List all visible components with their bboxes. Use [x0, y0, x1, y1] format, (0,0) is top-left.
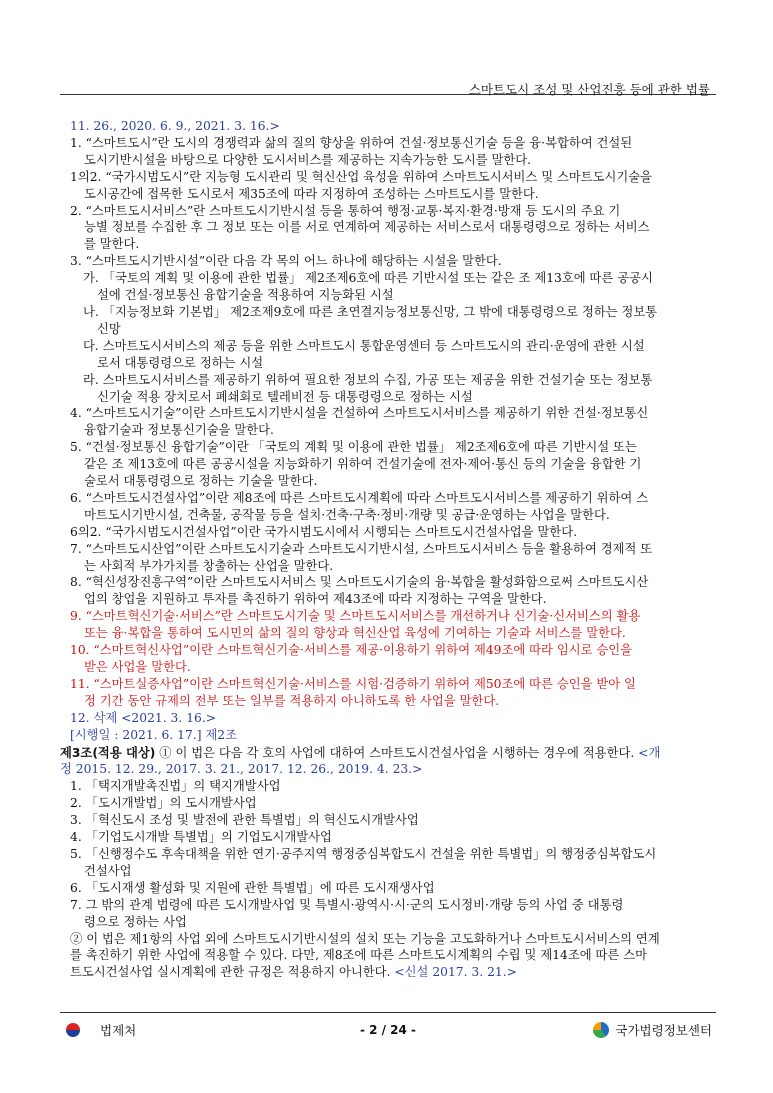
- law-center-logo-icon: [593, 1022, 609, 1038]
- text-line: 2. 「도시개발법」의 도시개발사업: [70, 796, 257, 811]
- article2-lines: [60, 118, 720, 744]
- text-line: 5. 「신행정수도 후속대책을 위한 연기·공주지역 행정중심복합도시 건설을 위한 특별법」의 행정중심복합도시: [70, 846, 657, 861]
- footer-right: [593, 1021, 712, 1039]
- article3-last-line: [60, 964, 720, 981]
- text-line: 6. “스마트도시건설사업”이란 제8조에 따른 스마트도시계획에 따라 스마트도시서비스를 제공하기 위하여 스: [70, 490, 649, 505]
- page-number: - 2 / 24 -: [359, 1023, 417, 1037]
- footer-center-name: 국가법령정보센터: [615, 1023, 712, 1038]
- text-line: 6의2. “국가시범도시건설사업”이란 국가시범도시에서 시행되는 스마트도시건설사업을 말한다.: [70, 524, 577, 539]
- footer-ministry: 법제처: [100, 1023, 137, 1038]
- article3-amend-note-cont: 정 2015. 12. 29., 2017. 3. 21., 2017. 12. 26., 2019. 4. 23.>: [60, 762, 423, 777]
- text-line: 6. 「도시재생 활성화 및 지원에 관한 특별법」에 따른 도시재생사업: [70, 880, 435, 895]
- text-line: 령으로 정하는 사업: [84, 914, 187, 929]
- text-line: 능별 정보를 수집한 후 그 정보 또는 이를 서로 연계하여 제공하는 서비스로서 대통령령으로 정하는 서비스: [84, 220, 650, 235]
- article3-intro: ① 이 법은 다음 각 호의 사업에 대하여 스마트도시건설사업을 시행하는 경우에 적용한다.: [155, 745, 635, 760]
- page-header: [60, 66, 716, 95]
- text-line: 7. “스마트도시산업”이란 스마트도시기술과 스마트도시기반시설, 스마트도시서비스 등을 활용하여 경제적 또: [70, 541, 653, 556]
- text-line: 설에 건설·정보통신 융합기술을 적용하여 지능화된 시설: [97, 288, 394, 303]
- article3-lines: [60, 778, 720, 964]
- text-line: 가. 「국토의 계획 및 이용에 관한 법률」 제2조제6호에 따른 기반시설 또는 같은 조 제13호에 따른 공공시: [83, 271, 653, 286]
- text-line: 4. 「기업도시개발 특별법」의 기업도시개발사업: [70, 830, 332, 845]
- text-line: 술로서 대통령령으로 정하는 기술을 말한다.: [84, 474, 318, 489]
- text-line: ② 이 법은 제1항의 사업 외에 스마트도시기반시설의 설치 또는 기능을 고도화하거나 스마트도시서비스의 연계: [70, 931, 660, 946]
- text-line: 11. 26., 2020. 6. 9., 2021. 3. 16.>: [70, 119, 280, 133]
- text-line: 신망: [97, 321, 121, 336]
- text-line: 도시기반시설을 바탕으로 다양한 도시서비스를 제공하는 지속가능한 도시를 말한다.: [84, 152, 532, 167]
- text-line: 9. “스마트혁신기술·서비스”란 스마트도시기술 및 스마트도시서비스를 개선하거나 신기술·신서비스의 활용: [70, 609, 641, 624]
- text-line: 10. “스마트혁신사업”이란 스마트혁신기술·서비스를 제공·이용하기 위하여 제49조에 따라 임시로 승인을: [70, 643, 633, 658]
- text-line: 같은 조 제13호에 따른 공공시설을 지능화하기 위하여 건설기술에 전자·제어·통신 등의 기술을 융합한 기: [84, 457, 642, 472]
- text-line: 마트도시기반시설, 건축물, 공작물 등을 설치·건축·구축·정비·개량 및 공급·운영하는 사업을 말한다.: [84, 507, 610, 522]
- text-line: 융합기술과 정보통신기술을 말한다.: [84, 423, 274, 438]
- text-line: 를 촉진하기 위한 사업에 적용할 수 있다. 다만, 제8조에 따른 스마트도시계획의 수립 및 제14조에 따른 스마: [70, 948, 647, 963]
- text-line: 도시공간에 접목한 도시로서 제35조에 따라 지정하여 조성하는 스마트도시를 말한다.: [84, 186, 539, 201]
- text-line: [시행일 : 2021. 6. 17.] 제2조: [70, 727, 237, 742]
- text-line: 3. 「혁신도시 조성 및 발전에 관한 특별법」의 혁신도시개발사업: [70, 813, 419, 828]
- text-line: 받은 사업을 말한다.: [84, 660, 191, 674]
- text-line: 건설사업: [84, 863, 132, 878]
- text-line: 라. 스마트도시서비스를 제공하기 위하여 필요한 정보의 수집, 가공 또는 제공을 위한 건설기술 또는 정보통: [83, 372, 653, 387]
- text-line: 4. “스마트도시기술”이란 스마트도시기반시설을 건설하여 스마트도시서비스를 제공하기 위한 건설·정보통신: [70, 406, 649, 421]
- page-footer: [60, 1012, 716, 1043]
- article3-last-amend: <신설 2017. 3. 21.>: [390, 965, 517, 980]
- text-line: 3. “스마트도시기반시설”이란 다음 각 목의 어느 하나에 해당하는 시설을 말한다.: [70, 254, 502, 269]
- text-line: 업의 창업을 지원하고 투자를 촉진하기 위하여 제43조에 따라 지정하는 구역을 말한다.: [84, 592, 547, 607]
- text-line: 를 말한다.: [84, 237, 140, 252]
- text-line: 다. 스마트도시서비스의 제공 등을 위한 스마트도시 통합운영센터 등 스마트도시의 관리·운영에 관한 시설: [83, 338, 645, 353]
- article3-last-text: 트도시건설사업 실시계획에 관한 규정은 적용하지 아니한다.: [70, 965, 391, 980]
- text-line: 는 사회적 부가가치를 창출하는 산업을 말한다.: [84, 558, 334, 573]
- text-line: 1. 「택지개발촉진법」의 택지개발사업: [70, 779, 281, 794]
- text-line: 7. 그 밖의 관계 법령에 따른 도시개발사업 및 특별시·광역시·시·군의 도시정비·개량 등의 사업 중 대통령: [70, 897, 624, 912]
- text-line: 1. “스마트도시”란 도시의 경쟁력과 삶의 질의 향상을 위하여 건설·정보통신기술 등을 융·복합하여 건설된: [70, 135, 633, 150]
- article3-title: 제3조(적용 대상): [60, 745, 156, 760]
- law-title: 스마트도시 조성 및 산업진흥 등에 관한 법률: [468, 82, 710, 97]
- article3-amend-note: <개: [634, 745, 661, 760]
- text-line: 신기술 적용 장치로서 폐쇄회로 텔레비전 등 대통령령으로 정하는 시설: [97, 389, 473, 404]
- text-line: 나. 「지능정보화 기본법」 제2조제9호에 따른 초연결지능정보통신망, 그 밖에 대통령령으로 정하는 정보통: [83, 304, 658, 319]
- text-line: 8. “혁신성장진흥구역”이란 스마트도시서비스 및 스마트도시기술의 융·복합을 활성화함으로써 스마트도시산: [70, 575, 649, 590]
- text-line: 정 기간 동안 규제의 전부 또는 일부를 적용하지 아니하도록 한 사업을 말한다.: [84, 693, 500, 708]
- document-body: [60, 118, 720, 981]
- text-line: 11. “스마트실증사업”이란 스마트혁신기술·서비스를 시험·검증하기 위하여 제50조에 따른 승인을 받아 일: [70, 676, 636, 691]
- text-line: 로서 대통령령으로 정하는 시설: [97, 355, 264, 370]
- text-line: 5. “건설·정보통신 융합기술”이란 「국토의 계획 및 이용에 관한 법률」 제2조제6호에 따른 기반시설 또는: [70, 440, 637, 455]
- text-line: 12. 삭제 <2021. 3. 16.>: [70, 710, 217, 725]
- text-line: 1의2. “국가시범도시”란 지능형 도시관리 및 혁신산업 육성을 위하여 스마트도시서비스 및 스마트도시기술을: [70, 169, 653, 184]
- article3-heading: [60, 745, 720, 762]
- text-line: 또는 융·복합을 통하여 도시민의 삶의 질의 향상과 혁신산업 육성에 기여하는 기술과 서비스를 말한다.: [84, 626, 626, 641]
- text-line: 2. “스마트도시서비스”란 스마트도시기반시설 등을 통하여 행정·교통·복지·환경·방재 등 도시의 주요 기: [70, 203, 621, 218]
